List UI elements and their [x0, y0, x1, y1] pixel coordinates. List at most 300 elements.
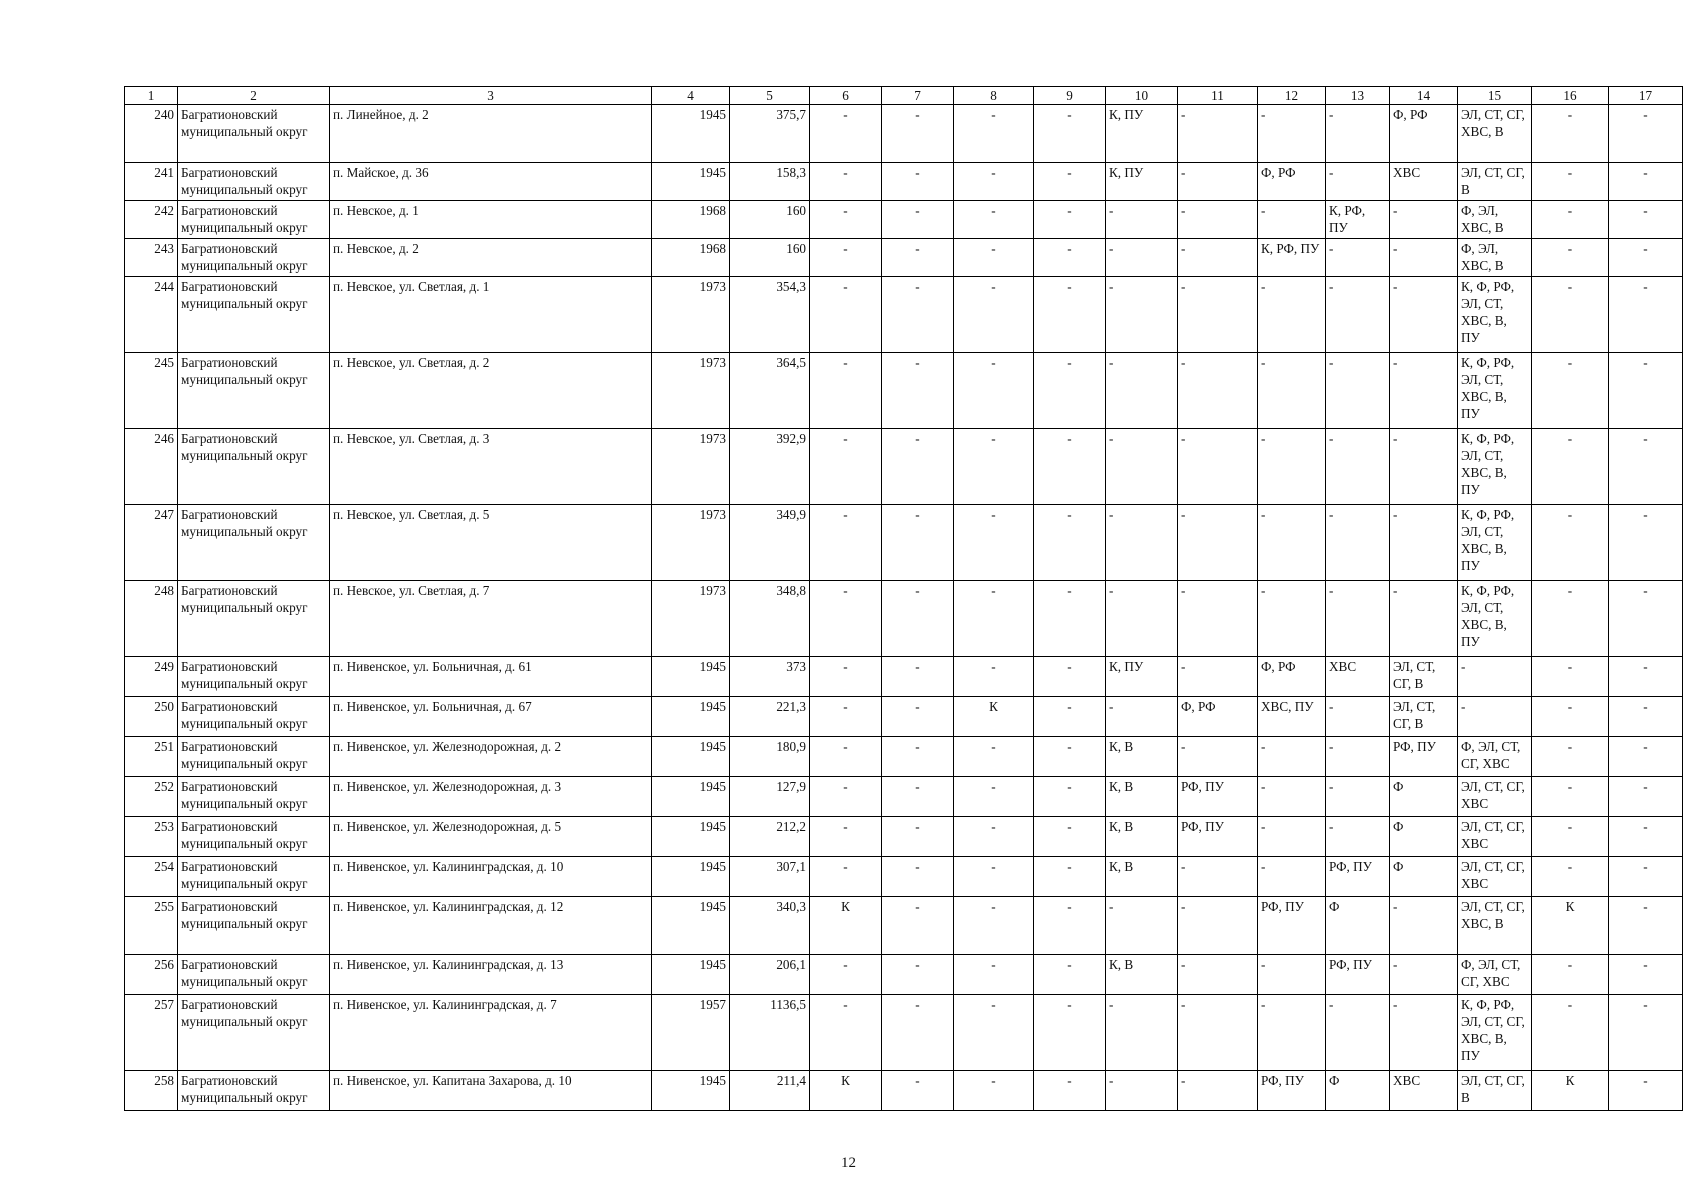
address-cell: п. Нивенское, ул. Железнодорожная, д. 5 — [330, 817, 652, 857]
col-7-cell: - — [882, 697, 954, 737]
col-15-cell: ЭЛ, СТ, СГ, ХВС, В — [1458, 105, 1532, 163]
col-16-cell: - — [1532, 505, 1609, 581]
column-number-cell: 3 — [330, 87, 652, 105]
col-15-cell: - — [1458, 657, 1532, 697]
area-cell: 349,9 — [730, 505, 810, 581]
col-8-cell: - — [954, 857, 1034, 897]
col-9-cell: - — [1034, 955, 1106, 995]
col-15-cell: ЭЛ, СТ, СГ, ХВС, В — [1458, 897, 1532, 955]
col-12-cell: РФ, ПУ — [1258, 897, 1326, 955]
municipality-cell: Багратионовский муниципальный округ — [178, 897, 330, 955]
col-9-cell: - — [1034, 353, 1106, 429]
col-9-cell: - — [1034, 201, 1106, 239]
col-10-cell: - — [1106, 239, 1178, 277]
register-sheet — [124, 86, 1683, 1111]
col-14-cell: - — [1390, 955, 1458, 995]
col-6-cell: - — [810, 777, 882, 817]
col-16-cell: - — [1532, 201, 1609, 239]
address-cell: п. Нивенское, ул. Капитана Захарова, д. 10 — [330, 1071, 652, 1111]
col-14-cell: ХВС — [1390, 163, 1458, 201]
col-7-cell: - — [882, 429, 954, 505]
col-16-cell: - — [1532, 581, 1609, 657]
col-7-cell: - — [882, 857, 954, 897]
col-12-cell: - — [1258, 955, 1326, 995]
col-6-cell: К — [810, 897, 882, 955]
col-9-cell: - — [1034, 777, 1106, 817]
col-17-cell: - — [1609, 817, 1683, 857]
col-11-cell: - — [1178, 353, 1258, 429]
col-17-cell: - — [1609, 239, 1683, 277]
column-number-cell: 8 — [954, 87, 1034, 105]
year-built-cell: 1973 — [652, 353, 730, 429]
page-number: 12 — [841, 1155, 856, 1171]
address-cell: п. Нивенское, ул. Железнодорожная, д. 2 — [330, 737, 652, 777]
col-17-cell: - — [1609, 163, 1683, 201]
address-cell: п. Нивенское, ул. Калининградская, д. 10 — [330, 857, 652, 897]
address-cell: п. Нивенское, ул. Калининградская, д. 13 — [330, 955, 652, 995]
col-17-cell: - — [1609, 657, 1683, 697]
table-row — [125, 105, 1683, 163]
address-cell: п. Невское, ул. Светлая, д. 1 — [330, 277, 652, 353]
table-row — [125, 353, 1683, 429]
col-17-cell: - — [1609, 1071, 1683, 1111]
area-cell: 392,9 — [730, 429, 810, 505]
col-10-cell: - — [1106, 505, 1178, 581]
col-9-cell: - — [1034, 239, 1106, 277]
col-11-cell: - — [1178, 201, 1258, 239]
col-14-cell: ХВС — [1390, 1071, 1458, 1111]
col-8-cell: - — [954, 581, 1034, 657]
row-number-cell: 253 — [125, 817, 178, 857]
municipality-cell: Багратионовский муниципальный округ — [178, 817, 330, 857]
col-16-cell: - — [1532, 737, 1609, 777]
row-number-cell: 249 — [125, 657, 178, 697]
col-13-cell: Ф — [1326, 1071, 1390, 1111]
municipality-cell: Багратионовский муниципальный округ — [178, 857, 330, 897]
col-6-cell: - — [810, 657, 882, 697]
col-14-cell: - — [1390, 897, 1458, 955]
col-16-cell: - — [1532, 163, 1609, 201]
address-cell: п. Нивенское, ул. Больничная, д. 67 — [330, 697, 652, 737]
col-17-cell: - — [1609, 277, 1683, 353]
table-row — [125, 277, 1683, 353]
col-13-cell: ХВС — [1326, 657, 1390, 697]
col-16-cell: К — [1532, 1071, 1609, 1111]
col-12-cell: Ф, РФ — [1258, 657, 1326, 697]
col-6-cell: - — [810, 955, 882, 995]
col-10-cell: - — [1106, 201, 1178, 239]
address-cell: п. Майское, д. 36 — [330, 163, 652, 201]
col-8-cell: - — [954, 201, 1034, 239]
col-8-cell: - — [954, 777, 1034, 817]
area-cell: 158,3 — [730, 163, 810, 201]
col-6-cell: - — [810, 429, 882, 505]
col-14-cell: Ф — [1390, 857, 1458, 897]
col-7-cell: - — [882, 581, 954, 657]
col-11-cell: - — [1178, 277, 1258, 353]
col-11-cell: РФ, ПУ — [1178, 817, 1258, 857]
address-cell: п. Нивенское, ул. Больничная, д. 61 — [330, 657, 652, 697]
col-13-cell: Ф — [1326, 897, 1390, 955]
row-number-cell: 248 — [125, 581, 178, 657]
col-8-cell: - — [954, 995, 1034, 1071]
table-row — [125, 897, 1683, 955]
row-number-cell: 254 — [125, 857, 178, 897]
col-8-cell: - — [954, 737, 1034, 777]
col-15-cell: Ф, ЭЛ, СТ, СГ, ХВС — [1458, 737, 1532, 777]
col-6-cell: - — [810, 163, 882, 201]
year-built-cell: 1968 — [652, 201, 730, 239]
municipality-cell: Багратионовский муниципальный округ — [178, 239, 330, 277]
col-14-cell: - — [1390, 581, 1458, 657]
area-cell: 375,7 — [730, 105, 810, 163]
municipality-cell: Багратионовский муниципальный округ — [178, 581, 330, 657]
col-11-cell: - — [1178, 737, 1258, 777]
col-13-cell: - — [1326, 429, 1390, 505]
year-built-cell: 1968 — [652, 239, 730, 277]
col-8-cell: - — [954, 105, 1034, 163]
area-cell: 206,1 — [730, 955, 810, 995]
row-number-cell: 245 — [125, 353, 178, 429]
col-15-cell: Ф, ЭЛ, СТ, СГ, ХВС — [1458, 955, 1532, 995]
col-7-cell: - — [882, 105, 954, 163]
col-6-cell: - — [810, 239, 882, 277]
municipality-cell: Багратионовский муниципальный округ — [178, 277, 330, 353]
address-cell: п. Нивенское, ул. Калининградская, д. 12 — [330, 897, 652, 955]
column-number-cell: 6 — [810, 87, 882, 105]
col-15-cell: ЭЛ, СТ, СГ, ХВС — [1458, 817, 1532, 857]
col-9-cell: - — [1034, 581, 1106, 657]
row-number-cell: 255 — [125, 897, 178, 955]
address-cell: п. Нивенское, ул. Железнодорожная, д. 3 — [330, 777, 652, 817]
col-9-cell: - — [1034, 1071, 1106, 1111]
col-7-cell: - — [882, 817, 954, 857]
municipality-cell: Багратионовский муниципальный округ — [178, 505, 330, 581]
municipality-cell: Багратионовский муниципальный округ — [178, 657, 330, 697]
col-7-cell: - — [882, 201, 954, 239]
municipality-cell: Багратионовский муниципальный округ — [178, 995, 330, 1071]
col-12-cell: - — [1258, 581, 1326, 657]
col-8-cell: - — [954, 955, 1034, 995]
year-built-cell: 1945 — [652, 737, 730, 777]
municipality-cell: Багратионовский муниципальный округ — [178, 353, 330, 429]
table-row — [125, 163, 1683, 201]
column-number-cell: 2 — [178, 87, 330, 105]
row-number-cell: 246 — [125, 429, 178, 505]
col-17-cell: - — [1609, 697, 1683, 737]
col-7-cell: - — [882, 1071, 954, 1111]
col-10-cell: К, В — [1106, 857, 1178, 897]
col-9-cell: - — [1034, 857, 1106, 897]
col-10-cell: К, ПУ — [1106, 163, 1178, 201]
col-15-cell: Ф, ЭЛ, ХВС, В — [1458, 239, 1532, 277]
col-12-cell: ХВС, ПУ — [1258, 697, 1326, 737]
col-16-cell: - — [1532, 353, 1609, 429]
col-10-cell: - — [1106, 897, 1178, 955]
year-built-cell: 1945 — [652, 105, 730, 163]
col-6-cell: - — [810, 581, 882, 657]
year-built-cell: 1945 — [652, 897, 730, 955]
year-built-cell: 1945 — [652, 1071, 730, 1111]
address-cell: п. Невское, ул. Светлая, д. 3 — [330, 429, 652, 505]
col-11-cell: - — [1178, 897, 1258, 955]
year-built-cell: 1945 — [652, 777, 730, 817]
row-number-cell: 250 — [125, 697, 178, 737]
col-15-cell: К, Ф, РФ, ЭЛ, СТ, ХВС, В, ПУ — [1458, 581, 1532, 657]
table-row — [125, 429, 1683, 505]
col-13-cell: - — [1326, 353, 1390, 429]
table-row — [125, 857, 1683, 897]
col-8-cell: - — [954, 353, 1034, 429]
col-9-cell: - — [1034, 657, 1106, 697]
col-11-cell: Ф, РФ — [1178, 697, 1258, 737]
area-cell: 180,9 — [730, 737, 810, 777]
address-cell: п. Невское, ул. Светлая, д. 7 — [330, 581, 652, 657]
col-8-cell: - — [954, 239, 1034, 277]
col-11-cell: РФ, ПУ — [1178, 777, 1258, 817]
col-10-cell: - — [1106, 353, 1178, 429]
col-12-cell: РФ, ПУ — [1258, 1071, 1326, 1111]
area-cell: 160 — [730, 201, 810, 239]
year-built-cell: 1945 — [652, 657, 730, 697]
table-row — [125, 955, 1683, 995]
col-8-cell: - — [954, 817, 1034, 857]
row-number-cell: 256 — [125, 955, 178, 995]
column-number-cell: 5 — [730, 87, 810, 105]
column-number-row — [125, 87, 1683, 105]
col-15-cell: К, Ф, РФ, ЭЛ, СТ, ХВС, В, ПУ — [1458, 505, 1532, 581]
col-8-cell: - — [954, 429, 1034, 505]
col-13-cell: РФ, ПУ — [1326, 955, 1390, 995]
col-9-cell: - — [1034, 817, 1106, 857]
col-14-cell: ЭЛ, СТ, СГ, В — [1390, 657, 1458, 697]
col-13-cell: - — [1326, 505, 1390, 581]
col-9-cell: - — [1034, 163, 1106, 201]
col-12-cell: - — [1258, 817, 1326, 857]
col-14-cell: - — [1390, 429, 1458, 505]
col-16-cell: - — [1532, 817, 1609, 857]
col-13-cell: - — [1326, 737, 1390, 777]
col-17-cell: - — [1609, 995, 1683, 1071]
col-9-cell: - — [1034, 697, 1106, 737]
column-number-cell: 4 — [652, 87, 730, 105]
address-cell: п. Невское, ул. Светлая, д. 2 — [330, 353, 652, 429]
col-7-cell: - — [882, 353, 954, 429]
col-16-cell: - — [1532, 277, 1609, 353]
row-number-cell: 242 — [125, 201, 178, 239]
table-row — [125, 201, 1683, 239]
row-number-cell: 257 — [125, 995, 178, 1071]
col-14-cell: Ф, РФ — [1390, 105, 1458, 163]
column-number-cell: 15 — [1458, 87, 1532, 105]
col-17-cell: - — [1609, 581, 1683, 657]
col-16-cell: - — [1532, 995, 1609, 1071]
col-10-cell: - — [1106, 429, 1178, 505]
col-10-cell: К, ПУ — [1106, 105, 1178, 163]
col-9-cell: - — [1034, 277, 1106, 353]
col-17-cell: - — [1609, 201, 1683, 239]
col-13-cell: - — [1326, 277, 1390, 353]
col-9-cell: - — [1034, 995, 1106, 1071]
municipality-cell: Багратионовский муниципальный округ — [178, 163, 330, 201]
municipality-cell: Багратионовский муниципальный округ — [178, 777, 330, 817]
col-6-cell: - — [810, 353, 882, 429]
col-14-cell: Ф — [1390, 777, 1458, 817]
row-number-cell: 252 — [125, 777, 178, 817]
table-row — [125, 505, 1683, 581]
col-17-cell: - — [1609, 105, 1683, 163]
col-7-cell: - — [882, 505, 954, 581]
col-17-cell: - — [1609, 857, 1683, 897]
col-14-cell: - — [1390, 353, 1458, 429]
col-15-cell: К, Ф, РФ, ЭЛ, СТ, ХВС, В, ПУ — [1458, 277, 1532, 353]
col-16-cell: К — [1532, 897, 1609, 955]
area-cell: 354,3 — [730, 277, 810, 353]
column-number-cell: 14 — [1390, 87, 1458, 105]
col-10-cell: К, В — [1106, 817, 1178, 857]
year-built-cell: 1973 — [652, 505, 730, 581]
col-17-cell: - — [1609, 897, 1683, 955]
col-11-cell: - — [1178, 1071, 1258, 1111]
col-14-cell: - — [1390, 505, 1458, 581]
area-cell: 127,9 — [730, 777, 810, 817]
col-12-cell: К, РФ, ПУ — [1258, 239, 1326, 277]
col-8-cell: - — [954, 505, 1034, 581]
col-16-cell: - — [1532, 429, 1609, 505]
col-17-cell: - — [1609, 429, 1683, 505]
col-17-cell: - — [1609, 353, 1683, 429]
col-6-cell: К — [810, 1071, 882, 1111]
col-17-cell: - — [1609, 505, 1683, 581]
col-7-cell: - — [882, 239, 954, 277]
col-7-cell: - — [882, 955, 954, 995]
area-cell: 212,2 — [730, 817, 810, 857]
area-cell: 373 — [730, 657, 810, 697]
year-built-cell: 1945 — [652, 163, 730, 201]
col-12-cell: - — [1258, 777, 1326, 817]
row-number-cell: 247 — [125, 505, 178, 581]
column-number-cell: 12 — [1258, 87, 1326, 105]
col-11-cell: - — [1178, 505, 1258, 581]
col-6-cell: - — [810, 817, 882, 857]
table-row — [125, 777, 1683, 817]
col-7-cell: - — [882, 657, 954, 697]
col-9-cell: - — [1034, 737, 1106, 777]
column-number-cell: 17 — [1609, 87, 1683, 105]
col-11-cell: - — [1178, 995, 1258, 1071]
col-14-cell: - — [1390, 239, 1458, 277]
table-row — [125, 1071, 1683, 1111]
col-10-cell: - — [1106, 995, 1178, 1071]
col-8-cell: - — [954, 163, 1034, 201]
year-built-cell: 1945 — [652, 955, 730, 995]
col-11-cell: - — [1178, 429, 1258, 505]
municipality-cell: Багратионовский муниципальный округ — [178, 201, 330, 239]
column-number-cell: 9 — [1034, 87, 1106, 105]
col-8-cell: - — [954, 897, 1034, 955]
col-12-cell: - — [1258, 277, 1326, 353]
col-10-cell: - — [1106, 581, 1178, 657]
column-number-cell: 13 — [1326, 87, 1390, 105]
municipality-cell: Багратионовский муниципальный округ — [178, 955, 330, 995]
col-13-cell: - — [1326, 817, 1390, 857]
municipality-cell: Багратионовский муниципальный округ — [178, 737, 330, 777]
municipality-cell: Багратионовский муниципальный округ — [178, 697, 330, 737]
col-11-cell: - — [1178, 163, 1258, 201]
column-number-cell: 11 — [1178, 87, 1258, 105]
col-13-cell: - — [1326, 105, 1390, 163]
col-12-cell: - — [1258, 737, 1326, 777]
column-number-cell: 1 — [125, 87, 178, 105]
col-17-cell: - — [1609, 737, 1683, 777]
col-14-cell: ЭЛ, СТ, СГ, В — [1390, 697, 1458, 737]
col-16-cell: - — [1532, 955, 1609, 995]
col-11-cell: - — [1178, 239, 1258, 277]
col-12-cell: - — [1258, 857, 1326, 897]
area-cell: 211,4 — [730, 1071, 810, 1111]
col-6-cell: - — [810, 277, 882, 353]
table-row — [125, 581, 1683, 657]
row-number-cell: 240 — [125, 105, 178, 163]
col-15-cell: К, Ф, РФ, ЭЛ, СТ, ХВС, В, ПУ — [1458, 353, 1532, 429]
col-7-cell: - — [882, 277, 954, 353]
year-built-cell: 1945 — [652, 697, 730, 737]
col-14-cell: - — [1390, 277, 1458, 353]
table-row — [125, 995, 1683, 1071]
col-15-cell: ЭЛ, СТ, СГ, ХВС — [1458, 777, 1532, 817]
col-8-cell: К — [954, 697, 1034, 737]
col-11-cell: - — [1178, 955, 1258, 995]
col-13-cell: - — [1326, 239, 1390, 277]
col-12-cell: - — [1258, 105, 1326, 163]
col-8-cell: - — [954, 277, 1034, 353]
year-built-cell: 1957 — [652, 995, 730, 1071]
col-15-cell: К, Ф, РФ, ЭЛ, СТ, СГ, ХВС, В, ПУ — [1458, 995, 1532, 1071]
column-number-cell: 7 — [882, 87, 954, 105]
row-number-cell: 244 — [125, 277, 178, 353]
column-number-cell: 10 — [1106, 87, 1178, 105]
col-11-cell: - — [1178, 105, 1258, 163]
area-cell: 307,1 — [730, 857, 810, 897]
year-built-cell: 1973 — [652, 581, 730, 657]
area-cell: 160 — [730, 239, 810, 277]
col-16-cell: - — [1532, 697, 1609, 737]
col-13-cell: - — [1326, 581, 1390, 657]
col-10-cell: - — [1106, 697, 1178, 737]
col-10-cell: К, ПУ — [1106, 657, 1178, 697]
col-13-cell: - — [1326, 777, 1390, 817]
housing-register-table — [124, 86, 1683, 1111]
col-7-cell: - — [882, 897, 954, 955]
col-12-cell: - — [1258, 429, 1326, 505]
year-built-cell: 1945 — [652, 817, 730, 857]
area-cell: 1136,5 — [730, 995, 810, 1071]
year-built-cell: 1973 — [652, 277, 730, 353]
col-11-cell: - — [1178, 857, 1258, 897]
col-17-cell: - — [1609, 955, 1683, 995]
col-16-cell: - — [1532, 777, 1609, 817]
row-number-cell: 251 — [125, 737, 178, 777]
col-11-cell: - — [1178, 581, 1258, 657]
col-7-cell: - — [882, 737, 954, 777]
col-9-cell: - — [1034, 897, 1106, 955]
col-13-cell: - — [1326, 163, 1390, 201]
year-built-cell: 1973 — [652, 429, 730, 505]
col-15-cell: ЭЛ, СТ, СГ, В — [1458, 1071, 1532, 1111]
col-13-cell: РФ, ПУ — [1326, 857, 1390, 897]
col-14-cell: - — [1390, 201, 1458, 239]
col-12-cell: - — [1258, 201, 1326, 239]
